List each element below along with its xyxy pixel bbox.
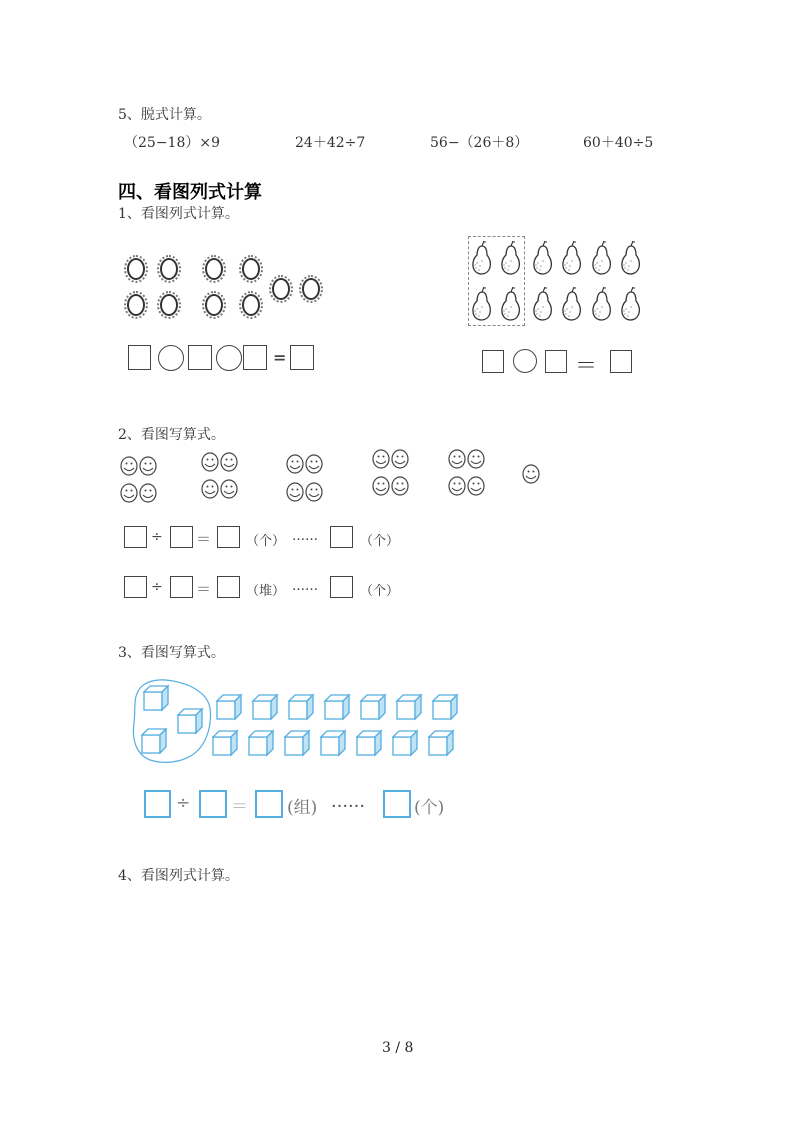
equals-sign: ＝: [196, 530, 212, 548]
unit-label: （个）: [246, 534, 286, 549]
divide-sign: ÷: [151, 579, 163, 595]
q3-title: 3、看图写算式。: [118, 645, 225, 661]
divide-sign: ÷: [176, 793, 191, 813]
expression-4: 60＋40÷5: [583, 135, 654, 151]
unit-label: （个）: [360, 584, 400, 599]
answer-box[interactable]: [144, 790, 171, 818]
answer-box[interactable]: [330, 576, 353, 598]
answer-box[interactable]: [255, 790, 283, 818]
answer-box[interactable]: [128, 345, 151, 370]
operator-circle[interactable]: [158, 345, 184, 371]
sun-icon: [272, 278, 290, 300]
remainder-dots: ……: [292, 529, 318, 544]
operator-circle[interactable]: [513, 349, 537, 373]
sun-icon: [242, 258, 260, 280]
sun-icon: [205, 258, 223, 280]
sun-icon: [160, 258, 178, 280]
pears-icon: [466, 238, 656, 326]
expression-3: 56−（26＋8）: [430, 135, 529, 151]
sun-icon: [242, 294, 260, 316]
equals-sign: ＝: [231, 797, 248, 817]
answer-box[interactable]: [124, 526, 147, 548]
unit-label: (组): [287, 798, 318, 818]
answer-box[interactable]: [545, 350, 567, 373]
expression-2: 24＋42÷7: [295, 135, 366, 151]
page-number: 3 / 8: [382, 1040, 414, 1056]
answer-box[interactable]: [610, 350, 632, 373]
cubes-icon: [130, 678, 475, 770]
remainder-dots: ……: [292, 579, 318, 594]
answer-box[interactable]: [482, 350, 504, 373]
sun-icon: [160, 294, 178, 316]
sun-icon: [205, 294, 223, 316]
expression-1: （25−18）×9: [124, 135, 220, 151]
answer-box[interactable]: [217, 526, 240, 548]
q1-title: 1、看图列式计算。: [118, 206, 239, 222]
answer-box[interactable]: [330, 526, 353, 548]
equals-sign: =: [273, 348, 287, 367]
section-heading: 四、看图列式计算: [118, 182, 262, 203]
answer-box[interactable]: [170, 526, 193, 548]
answer-box[interactable]: [217, 576, 240, 598]
answer-box[interactable]: [124, 576, 147, 598]
unit-label: (个): [414, 798, 445, 818]
equals-sign: ＝: [196, 580, 212, 598]
answer-box[interactable]: [199, 790, 227, 818]
operator-circle[interactable]: [216, 345, 242, 371]
unit-label: （堆）: [246, 584, 286, 599]
answer-box[interactable]: [290, 345, 314, 370]
q2-title: 2、看图写算式。: [118, 427, 225, 443]
q4-title: 4、看图列式计算。: [118, 868, 239, 884]
answer-box[interactable]: [243, 345, 267, 370]
answer-box[interactable]: [188, 345, 212, 370]
answer-box[interactable]: [170, 576, 193, 598]
answer-box[interactable]: [383, 790, 411, 818]
sun-icon: [302, 278, 320, 300]
section5-title: 5、脱式计算。: [118, 107, 211, 123]
sun-icon: [127, 258, 145, 280]
sun-icon: [127, 294, 145, 316]
divide-sign: ÷: [151, 529, 163, 545]
unit-label: （个）: [360, 534, 400, 549]
remainder-dots: ……: [331, 792, 365, 812]
equals-sign: ＝: [575, 354, 598, 379]
smileys-icon: [115, 445, 555, 510]
